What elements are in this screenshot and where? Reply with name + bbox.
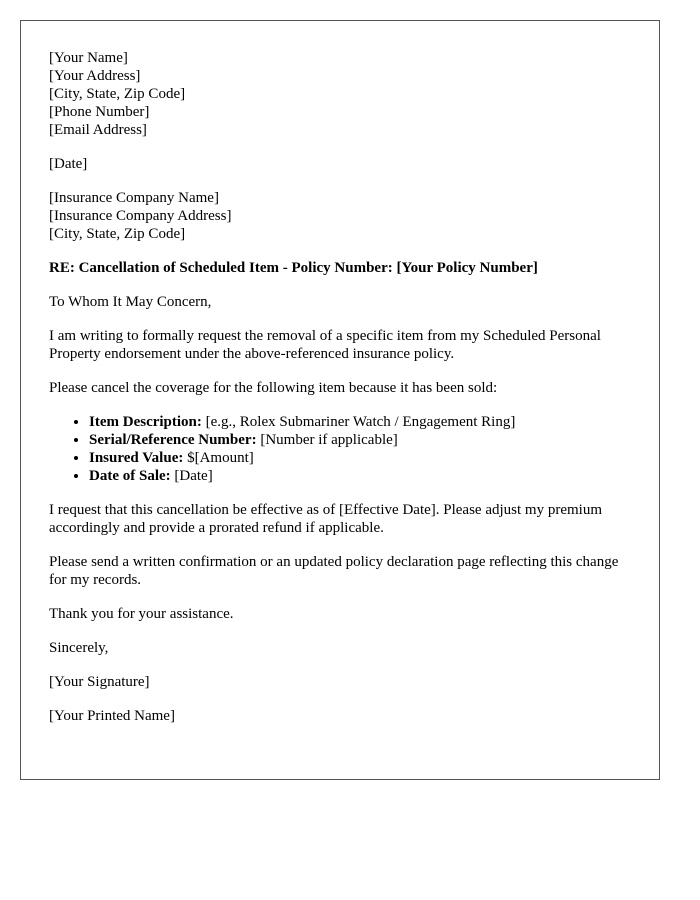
letter-page	[20, 20, 660, 780]
item-label: Item Description:	[89, 414, 202, 430]
closing: Sincerely,	[49, 640, 109, 656]
effective-date-paragraph: I request that this cancellation be effective as of [Effective Date]. Please adjust my premium accordingly and provide a prorated refund if applicable.	[49, 502, 602, 536]
sender-address: [Your Address]	[49, 68, 141, 84]
recipient-company-name: [Insurance Company Name]	[49, 190, 219, 206]
cancel-request-paragraph: Please cancel the coverage for the following item because it has been sold:	[49, 380, 498, 396]
confirmation-paragraph: Please send a written confirmation or an updated policy declaration page reflecting this change for my records.	[49, 554, 619, 588]
item-details-list	[49, 413, 633, 485]
item-value: [Number if applicable]	[260, 432, 398, 448]
subject-line: RE: Cancellation of Scheduled Item - Policy Number: [Your Policy Number]	[49, 260, 538, 276]
sender-city-state-zip: [City, State, Zip Code]	[49, 86, 186, 102]
item-label: Serial/Reference Number:	[89, 432, 257, 448]
sender-name: [Your Name]	[49, 50, 128, 66]
item-value: [Date]	[174, 468, 213, 484]
salutation: To Whom It May Concern,	[49, 294, 212, 310]
letter-date: [Date]	[49, 156, 88, 172]
intro-paragraph: I am writing to formally request the removal of a specific item from my Scheduled Personal Property endorsement under the above-referenced insurance policy.	[49, 328, 601, 362]
item-label: Insured Value:	[89, 450, 184, 466]
recipient-company-address: [Insurance Company Address]	[49, 208, 232, 224]
printed-name: [Your Printed Name]	[49, 708, 175, 724]
list-item	[89, 413, 633, 431]
recipient-city-state-zip: [City, State, Zip Code]	[49, 226, 186, 242]
letter-content	[49, 49, 633, 741]
sender-email: [Email Address]	[49, 122, 147, 138]
list-item	[89, 467, 633, 485]
item-value: $[Amount]	[187, 450, 254, 466]
item-label: Date of Sale:	[89, 468, 171, 484]
list-item	[89, 449, 633, 467]
recipient-block	[49, 189, 633, 243]
signature: [Your Signature]	[49, 674, 150, 690]
sender-phone: [Phone Number]	[49, 104, 150, 120]
thanks-paragraph: Thank you for your assistance.	[49, 606, 234, 622]
list-item	[89, 431, 633, 449]
sender-block	[49, 49, 633, 139]
item-value: [e.g., Rolex Submariner Watch / Engagement Ring]	[205, 414, 516, 430]
